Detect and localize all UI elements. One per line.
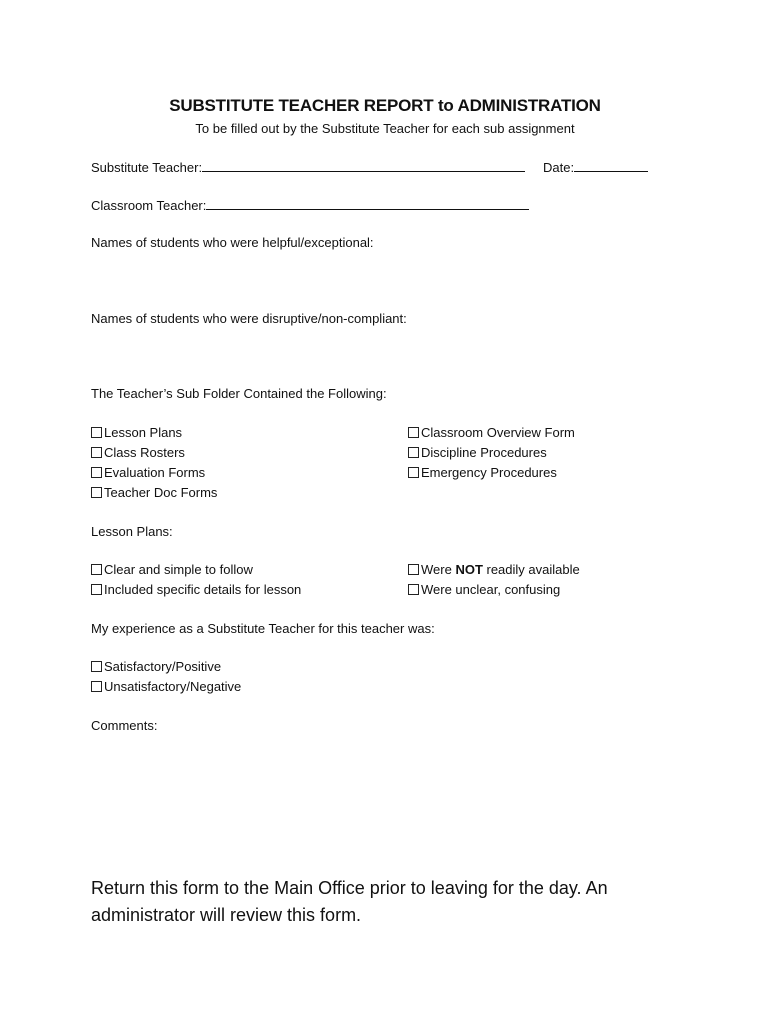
checkbox-satisfactory[interactable] (91, 659, 221, 674)
checkbox-unclear-confusing[interactable] (408, 582, 560, 597)
sub-folder-heading: The Teacher’s Sub Folder Contained the Following: (91, 386, 387, 401)
checkbox-evaluation-forms[interactable] (91, 465, 205, 480)
checkbox-label-prefix: Were (421, 562, 456, 577)
checkbox-specific-details[interactable] (91, 582, 301, 597)
checkbox-label: Satisfactory/Positive (104, 659, 222, 674)
checkbox-label: Clear and simple to follow (104, 562, 253, 577)
checkbox-icon[interactable] (408, 447, 419, 458)
checkbox-icon[interactable] (91, 467, 102, 478)
checkbox-label: Class Rosters (104, 445, 185, 460)
checkbox-lesson-plans[interactable] (91, 425, 182, 440)
classroom-teacher-row (91, 197, 529, 213)
checkbox-icon[interactable] (91, 427, 102, 438)
lesson-plans-heading: Lesson Plans: (91, 524, 173, 539)
experience-heading: My experience as a Substitute Teacher for this teacher was: (91, 621, 435, 636)
checkbox-icon[interactable] (91, 487, 102, 498)
form-subtitle: To be filled out by the Substitute Teacher for each sub assignment (195, 121, 575, 136)
checkbox-label: Included specific details for lesson (104, 582, 302, 597)
form-title: SUBSTITUTE TEACHER REPORT to ADMINISTRATION (169, 96, 601, 115)
classroom-teacher-label: Classroom Teacher: (91, 198, 207, 213)
checkbox-class-rosters[interactable] (91, 445, 185, 460)
checkbox-not-available[interactable] (408, 562, 580, 577)
substitute-teacher-row (91, 159, 525, 175)
checkbox-emergency-procedures[interactable] (408, 465, 557, 480)
date-row (543, 159, 648, 175)
date-field[interactable] (574, 159, 648, 172)
checkbox-unsatisfactory[interactable] (91, 679, 241, 694)
checkbox-label-suffix: readily available (482, 562, 580, 577)
checkbox-label: Classroom Overview Form (421, 425, 575, 440)
helpful-students-label: Names of students who were helpful/exceptional: (91, 235, 374, 250)
classroom-teacher-field[interactable] (206, 197, 529, 210)
checkbox-label: Teacher Doc Forms (104, 485, 218, 500)
checkbox-icon[interactable] (91, 681, 102, 692)
checkbox-icon[interactable] (408, 427, 419, 438)
checkbox-label: Evaluation Forms (104, 465, 206, 480)
checkbox-icon[interactable] (91, 584, 102, 595)
substitute-teacher-field[interactable] (202, 159, 525, 172)
substitute-teacher-label: Substitute Teacher: (91, 160, 203, 175)
checkbox-label: Lesson Plans (104, 425, 183, 440)
checkbox-clear-simple[interactable] (91, 562, 253, 577)
checkbox-classroom-overview-form[interactable] (408, 425, 575, 440)
comments-label: Comments: (91, 718, 158, 733)
checkbox-icon[interactable] (408, 467, 419, 478)
checkbox-discipline-procedures[interactable] (408, 445, 547, 460)
checkbox-label: Unsatisfactory/Negative (104, 679, 242, 694)
checkbox-label: Discipline Procedures (421, 445, 547, 460)
checkbox-label: Were unclear, confusing (421, 582, 561, 597)
checkbox-icon[interactable] (91, 661, 102, 672)
checkbox-icon[interactable] (408, 564, 419, 575)
disruptive-students-label: Names of students who were disruptive/non-compliant: (91, 311, 407, 326)
checkbox-teacher-doc-forms[interactable] (91, 485, 217, 500)
return-instructions: Return this form to the Main Office prior to leaving for the day. An administrator will review this form. (91, 878, 608, 925)
checkbox-icon[interactable] (408, 584, 419, 595)
checkbox-icon[interactable] (91, 447, 102, 458)
date-label: Date: (543, 160, 575, 175)
checkbox-icon[interactable] (91, 564, 102, 575)
checkbox-label-emphasis: NOT (455, 562, 483, 577)
checkbox-label: Emergency Procedures (421, 465, 557, 480)
